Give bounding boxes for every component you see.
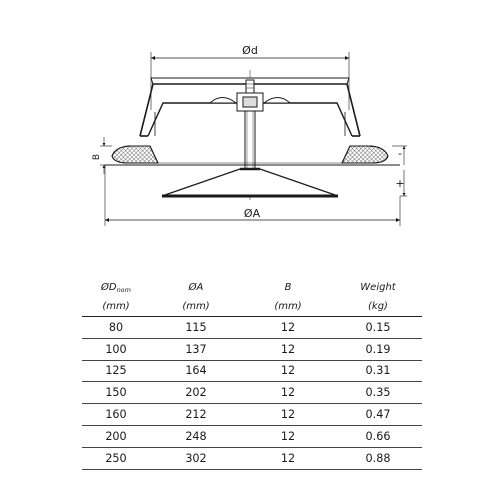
diameter-d-label: Ød bbox=[242, 44, 258, 57]
cell-a: 212 bbox=[150, 404, 242, 426]
header-a: ØA bbox=[188, 282, 204, 293]
dimension-stroke bbox=[392, 146, 407, 196]
dimension-b bbox=[92, 137, 112, 174]
cell-dnom: 100 bbox=[82, 338, 150, 360]
cell-a: 137 bbox=[150, 338, 242, 360]
cell-b: 12 bbox=[242, 360, 334, 382]
cell-weight: 0.66 bbox=[334, 425, 422, 447]
valve-disc bbox=[162, 169, 338, 196]
cell-dnom: 160 bbox=[82, 404, 150, 426]
technical-drawing bbox=[0, 0, 500, 240]
cell-dnom: 80 bbox=[82, 317, 150, 339]
dim-b-label: B bbox=[92, 153, 102, 161]
diameter-a-label: ØA bbox=[243, 207, 261, 220]
plus-label: + bbox=[395, 177, 405, 190]
table-row bbox=[82, 425, 422, 447]
table-header-row bbox=[82, 279, 422, 296]
cell-weight: 0.35 bbox=[334, 382, 422, 404]
cell-dnom: 250 bbox=[82, 447, 150, 469]
cell-dnom: 125 bbox=[82, 360, 150, 382]
cell-weight: 0.88 bbox=[334, 447, 422, 469]
gasket-left bbox=[112, 146, 158, 163]
gasket-right bbox=[342, 146, 388, 163]
unit-a: (mm) bbox=[150, 296, 242, 317]
cell-a: 302 bbox=[150, 447, 242, 469]
cell-dnom: 150 bbox=[82, 382, 150, 404]
cell-dnom: 200 bbox=[82, 425, 150, 447]
cell-b: 12 bbox=[242, 382, 334, 404]
cell-a: 115 bbox=[150, 317, 242, 339]
cell-b: 12 bbox=[242, 317, 334, 339]
cell-a: 164 bbox=[150, 360, 242, 382]
cell-b: 12 bbox=[242, 338, 334, 360]
threaded-rod bbox=[245, 111, 255, 169]
spec-table bbox=[82, 279, 422, 470]
table-row bbox=[82, 382, 422, 404]
table-row bbox=[82, 447, 422, 469]
unit-weight: (kg) bbox=[334, 296, 422, 317]
cell-a: 248 bbox=[150, 425, 242, 447]
header-dnom: $ØD_{nom}$ bbox=[100, 281, 131, 294]
table-row bbox=[82, 404, 422, 426]
cell-weight: 0.19 bbox=[334, 338, 422, 360]
header-b: B bbox=[284, 282, 292, 293]
unit-b: (mm) bbox=[242, 296, 334, 317]
table-units-row bbox=[82, 296, 422, 317]
cell-b: 12 bbox=[242, 447, 334, 469]
minus-label: - bbox=[398, 147, 402, 160]
unit-dnom: (mm) bbox=[82, 296, 150, 317]
cell-weight: 0.15 bbox=[334, 317, 422, 339]
cell-weight: 0.47 bbox=[334, 404, 422, 426]
header-weight: Weight bbox=[360, 282, 396, 293]
cell-b: 12 bbox=[242, 425, 334, 447]
cell-a: 202 bbox=[150, 382, 242, 404]
table-row bbox=[82, 338, 422, 360]
cell-b: 12 bbox=[242, 404, 334, 426]
table-row bbox=[82, 360, 422, 382]
cell-weight: 0.31 bbox=[334, 360, 422, 382]
table-row bbox=[82, 317, 422, 339]
